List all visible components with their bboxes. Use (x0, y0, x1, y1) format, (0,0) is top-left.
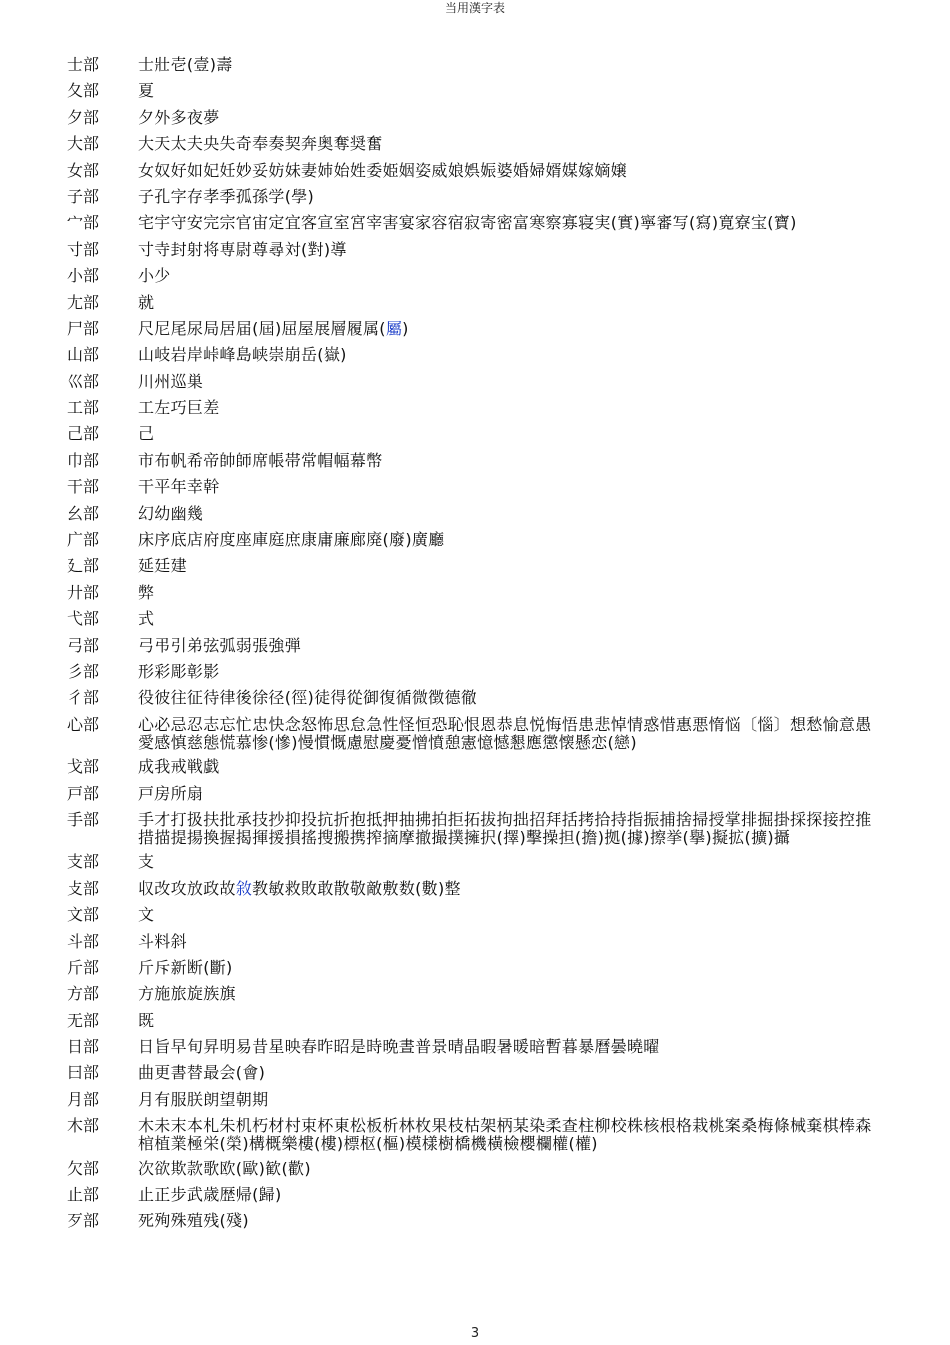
radical-label: 工部 (67, 398, 100, 418)
characters-text: 尺尼尾尿局居届(屆)屈屋展層履属( (138, 318, 386, 338)
radical-row (0, 1010, 950, 1032)
characters-text: 床序底店府度座庫庭庶康庸廉廊廃(廢)廣廳 (138, 530, 445, 550)
radical-label: 戈部 (67, 757, 100, 777)
radical-table (0, 54, 950, 1237)
radical-row (0, 292, 950, 314)
radical-label: 巛部 (67, 371, 100, 391)
radical-row (0, 851, 950, 873)
characters-text: 弓弔引弟弦弧弱張強弾 (138, 635, 302, 655)
page-number-value: 3 (470, 1326, 480, 1341)
radical-row (0, 397, 950, 419)
character-list (138, 983, 883, 1003)
characters-text: 市布帆希帝帥師席帳帯常帽幅幕幣 (138, 450, 383, 470)
characters-text: 既 (138, 1010, 155, 1030)
character-list (138, 878, 883, 898)
radical-label: 幺部 (67, 503, 100, 523)
radical-row (0, 1089, 950, 1111)
radical-row (0, 423, 950, 445)
characters-text: 幻幼幽幾 (138, 503, 204, 523)
characters-text: 弊 (138, 582, 155, 602)
radical-label: 寸部 (67, 239, 100, 259)
radical-row (0, 957, 950, 979)
radical-label: 日部 (67, 1037, 100, 1057)
radical-label: 木部 (67, 1116, 100, 1136)
radical-row (0, 344, 950, 366)
radical-row (0, 265, 950, 287)
characters-text: 死殉殊殖残(殘) (138, 1211, 249, 1231)
radical-label: 文部 (67, 905, 100, 925)
radical-row (0, 54, 950, 76)
radical-row (0, 1115, 950, 1153)
characters-text: 士壯壱(壹)壽 (138, 55, 233, 74)
characters-text: 宅宇守安完宗官宙定宜客宣室宮宰害宴家容宿寂寄密富寒察寡寝実(實)寧審写(寫)寛寮宝(寶) (138, 213, 797, 233)
character-list (138, 239, 883, 259)
radical-label: 子部 (67, 186, 100, 206)
radical-label: 曰部 (67, 1063, 100, 1083)
radical-label: 方部 (67, 984, 100, 1004)
radical-row (0, 529, 950, 551)
characters-text: 次欲欺款歌欧(歐)歓(歡) (138, 1158, 311, 1178)
characters-text: 支 (138, 852, 155, 872)
characters-text: 夕外多夜夢 (138, 107, 220, 127)
radical-row (0, 714, 950, 752)
character-list (138, 555, 883, 575)
characters-text: 月有服朕朗望朝期 (138, 1089, 269, 1109)
character-list (138, 756, 883, 776)
radical-row (0, 476, 950, 498)
radical-row (0, 1184, 950, 1206)
characters-text: 曲更書替最会(會) (138, 1063, 266, 1083)
characters-text: 夏 (138, 81, 155, 101)
characters-text: 方施旅旋族旗 (138, 984, 236, 1004)
radical-label: 支部 (67, 852, 100, 872)
characters-text: 斗料斜 (138, 931, 187, 951)
characters-text-continued: ) (402, 318, 409, 338)
character-list (138, 687, 883, 707)
character-list (138, 212, 883, 232)
character-list (138, 476, 883, 496)
character-list (138, 423, 883, 443)
character-list (138, 904, 883, 924)
radical-row (0, 582, 950, 604)
radical-row (0, 635, 950, 657)
radical-row (0, 878, 950, 900)
radical-label: 戸部 (67, 783, 100, 803)
character-list (138, 1158, 883, 1178)
radical-label: 山部 (67, 345, 100, 365)
radical-row (0, 904, 950, 926)
radical-row (0, 756, 950, 778)
characters-text: 女奴好如妃妊妙妥妨妹妻姉始姓委姫姻姿威娘娯娠婆婚婦婿媒嫁嫡嬢 (138, 160, 628, 180)
characters-text: 山岐岩岸峠峰島峡崇崩岳(嶽) (138, 345, 347, 365)
radical-label: 歹部 (67, 1211, 100, 1231)
radical-label: 止部 (67, 1185, 100, 1205)
radical-label: 小部 (67, 266, 100, 286)
radical-label: 广部 (67, 530, 100, 550)
characters-text: 延廷建 (138, 556, 187, 576)
character-list (138, 931, 883, 951)
radical-row (0, 1036, 950, 1058)
characters-text: 就 (138, 292, 155, 312)
radical-row (0, 555, 950, 577)
character-list (138, 661, 883, 681)
radical-label: 宀部 (67, 213, 100, 233)
radical-row (0, 983, 950, 1005)
radical-label: 尸部 (67, 318, 100, 338)
radical-label: 心部 (67, 714, 100, 734)
highlighted-character[interactable]: 敘 (235, 878, 253, 898)
characters-text: 成我戒戦戯 (138, 757, 220, 777)
characters-text: 手才打扱扶批承技抄抑投抗折抱抵押抽拂拍拒拓拔拘拙招拜括拷拾持指振捕捨掃授掌排掘掛採探接控推措描提揚換握揭揮援損搖搜搬携搾摘摩撤撮撲擁択(擇)擊操担(擔)拠(據)擦挙(擧)擬拡(擴)攝 (138, 809, 872, 847)
character-list (138, 397, 883, 417)
character-list (138, 783, 883, 803)
characters-text: 己 (138, 424, 155, 444)
radical-label: 尢部 (67, 292, 100, 312)
characters-text: 干平年幸幹 (138, 477, 220, 497)
characters-text: 工左巧巨差 (138, 398, 220, 418)
character-list (138, 1210, 883, 1230)
radical-row (0, 107, 950, 129)
characters-text: 寸寺封射将専尉尊尋対(對)導 (138, 239, 347, 259)
radical-label: 无部 (67, 1010, 100, 1030)
characters-text: 木未末本札朱机朽材村束杯東松板析林枚果枝枯架柄某染柔查柱柳校株核根格栽桃案桑梅條械棄棋棒森棺植業極栄(榮)構概樂樓(樓)標枢(樞)模樣樹橋機橫檢櫻欄權(權) (138, 1116, 872, 1154)
radical-label: 彳部 (67, 688, 100, 708)
page-number (0, 1326, 950, 1342)
radical-row (0, 80, 950, 102)
radical-label: 巾部 (67, 450, 100, 470)
character-list (138, 107, 883, 127)
character-list (138, 1089, 883, 1109)
character-list (138, 80, 883, 100)
radical-row (0, 1158, 950, 1180)
radical-row (0, 809, 950, 847)
characters-text: 形彩彫彰影 (138, 661, 220, 681)
radical-label: 攴部 (67, 878, 100, 898)
radical-label: 弋部 (67, 609, 100, 629)
radical-row (0, 503, 950, 525)
character-list (138, 714, 883, 752)
radical-label: 廾部 (67, 582, 100, 602)
character-list (138, 133, 883, 153)
characters-text: 川州巡巣 (138, 371, 204, 391)
radical-row (0, 931, 950, 953)
character-list (138, 54, 883, 74)
radical-label: 夕部 (67, 107, 100, 127)
radical-row (0, 371, 950, 393)
character-list (138, 265, 883, 285)
radical-row (0, 212, 950, 234)
characters-text: 止正步武歳歴帰(歸) (138, 1185, 282, 1205)
radical-row (0, 1210, 950, 1232)
radical-row (0, 239, 950, 261)
radical-row (0, 1062, 950, 1084)
characters-text: 心必忌忍志忘忙忠快念怒怖思怠急性怪恒恐恥恨恩恭息悦悔悟患悲悼情惑惜惠悪惰悩〔惱〕想愁愉意愚愛感慎慈態慌慕惨(慘)慢慣慨慮慰慶憂憎憤憩憲憶憾懇應懲懐懸恋(戀) (138, 714, 872, 752)
character-list (138, 957, 883, 977)
characters-text-continued: 教敏救敗敢散敬敵敷数(數)整 (252, 878, 461, 898)
character-list (138, 608, 883, 628)
characters-text: 文 (138, 905, 155, 925)
radical-label: 士部 (67, 55, 100, 74)
character-list (138, 1036, 883, 1056)
radical-row (0, 318, 950, 340)
document-title: 当用漢字表 (444, 1, 505, 15)
characters-text: 大天太夫央失奇奉奏契奔奥奪奨奮 (138, 134, 383, 154)
radical-label: 月部 (67, 1089, 100, 1109)
characters-text: 役彼往征待律後徐径(徑)徒得從御復循微徴德徹 (138, 688, 478, 708)
characters-text: 戸房所扇 (138, 783, 204, 803)
character-list (138, 450, 883, 470)
radical-label: 夂部 (67, 81, 100, 101)
characters-text: 日旨早旬昇明易昔星映春昨昭是時晩晝普景晴晶暇暑暖暗暫暮暴曆曇曉曜 (138, 1037, 660, 1057)
character-list (138, 809, 883, 847)
character-list (138, 318, 883, 338)
radical-row (0, 661, 950, 683)
characters-text: 小少 (138, 266, 171, 286)
character-list (138, 582, 883, 602)
character-list (138, 344, 883, 364)
radical-row (0, 783, 950, 805)
characters-text: 子孔字存孝季孤孫学(學) (138, 186, 315, 206)
character-list (138, 1062, 883, 1082)
character-list (138, 186, 883, 206)
radical-row (0, 160, 950, 182)
character-list (138, 292, 883, 312)
character-list (138, 529, 883, 549)
character-list (138, 371, 883, 391)
radical-label: 大部 (67, 134, 100, 154)
highlighted-character[interactable]: 屬 (385, 318, 403, 338)
characters-text: 収改攻放政故 (138, 878, 236, 898)
character-list (138, 1010, 883, 1030)
radical-label: 彡部 (67, 661, 100, 681)
character-list (138, 635, 883, 655)
radical-label: 干部 (67, 477, 100, 497)
character-list (138, 851, 883, 871)
radical-label: 斗部 (67, 931, 100, 951)
character-list (138, 1115, 883, 1153)
radical-label: 己部 (67, 424, 100, 444)
radical-label: 斤部 (67, 957, 100, 977)
page-header (0, 0, 950, 16)
radical-row (0, 687, 950, 709)
radical-label: 女部 (67, 160, 100, 180)
character-list (138, 160, 883, 180)
radical-row (0, 186, 950, 208)
character-list (138, 1184, 883, 1204)
radical-label: 廴部 (67, 556, 100, 576)
radical-row (0, 133, 950, 155)
radical-label: 欠部 (67, 1158, 100, 1178)
character-list (138, 503, 883, 523)
radical-label: 弓部 (67, 635, 100, 655)
characters-text: 式 (138, 609, 155, 629)
radical-row (0, 450, 950, 472)
radical-row (0, 608, 950, 630)
characters-text: 斤斥新断(斷) (138, 957, 233, 977)
radical-label: 手部 (67, 809, 100, 829)
